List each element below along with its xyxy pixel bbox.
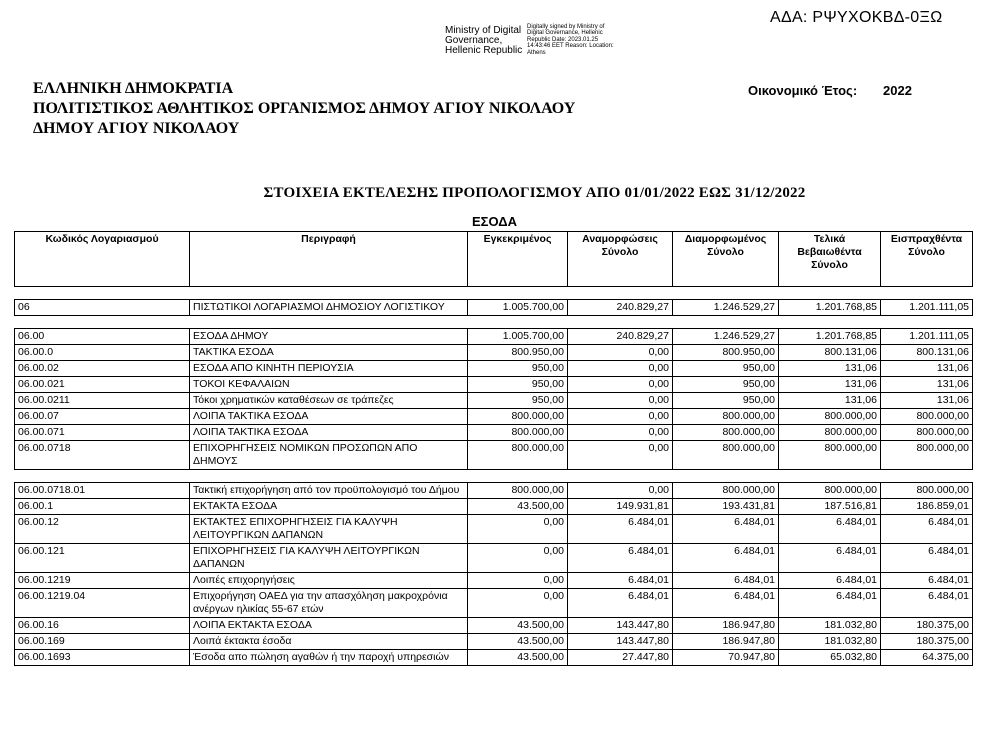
cell-formed: 950,00 [673, 393, 779, 409]
col-header-code: Κωδικός Λογαριασμού [15, 232, 190, 287]
cell-formed: 186.947,80 [673, 634, 779, 650]
cell-revisions: 6.484,01 [568, 515, 673, 544]
col-header-revisions: Αναμορφώσεις Σύνολο [568, 232, 673, 287]
cell-certified: 187.516,81 [779, 499, 881, 515]
cell-description: Έσοδα απο πώληση αγαθών ή την παροχή υπηρεσιών [190, 650, 468, 666]
table-header-row [15, 232, 973, 287]
cell-code: 06.00.1219 [15, 573, 190, 589]
col-header-certified: Τελικά Βεβαιωθέντα Σύνολο [779, 232, 881, 287]
col-header-approved: Εγκεκριμένος [468, 232, 568, 287]
cell-approved: 1.005.700,00 [468, 300, 568, 316]
cell-formed: 950,00 [673, 377, 779, 393]
cell-approved: 800.000,00 [468, 409, 568, 425]
spacer-cell [15, 470, 190, 483]
cell-description: Τόκοι χρηματικών καταθέσεων σε τράπεζες [190, 393, 468, 409]
col-header-formed: Διαμορφωμένος Σύνολο [673, 232, 779, 287]
table-row [15, 650, 973, 666]
cell-collected: 1.201.111,05 [881, 300, 973, 316]
cell-approved: 43.500,00 [468, 499, 568, 515]
cell-approved: 950,00 [468, 377, 568, 393]
cell-collected: 186.859,01 [881, 499, 973, 515]
table-row [15, 515, 973, 544]
budget-table [14, 231, 973, 666]
cell-description: Τακτική επιχορήγηση από τον προϋπολογισμό του Δήμου [190, 483, 468, 499]
table-row [15, 589, 973, 618]
spacer-cell [190, 470, 468, 483]
cell-description: ΕΣΟΔΑ ΑΠΟ ΚΙΝΗΤΗ ΠΕΡΙΟΥΣΙΑ [190, 361, 468, 377]
cell-collected: 6.484,01 [881, 515, 973, 544]
fiscal-year-label: Οικονομικό Έτος: [748, 83, 858, 98]
cell-formed: 1.246.529,27 [673, 329, 779, 345]
spacer-cell [779, 316, 881, 329]
cell-revisions: 0,00 [568, 409, 673, 425]
table-row [15, 573, 973, 589]
cell-revisions: 240.829,27 [568, 329, 673, 345]
table-row [15, 483, 973, 499]
cell-revisions: 143.447,80 [568, 634, 673, 650]
cell-revisions: 143.447,80 [568, 618, 673, 634]
col-header-description: Περιγραφή [190, 232, 468, 287]
cell-code: 06.00.02 [15, 361, 190, 377]
cell-code: 06.00.07 [15, 409, 190, 425]
cell-description: Λοιπές επιχορηγήσεις [190, 573, 468, 589]
cell-formed: 70.947,80 [673, 650, 779, 666]
cell-collected: 1.201.111,05 [881, 329, 973, 345]
signature-details: Digitally signed by Ministry of Digital Governance, Hellenic Republic Date: 2023.01.25 14:43:46 EET Reason: Location: Athens [527, 24, 614, 56]
cell-formed: 193.431,81 [673, 499, 779, 515]
table-body [15, 287, 973, 666]
cell-revisions: 0,00 [568, 393, 673, 409]
cell-approved: 43.500,00 [468, 618, 568, 634]
cell-approved: 0,00 [468, 573, 568, 589]
cell-revisions: 6.484,01 [568, 589, 673, 618]
spacer-cell [190, 287, 468, 300]
cell-collected: 180.375,00 [881, 634, 973, 650]
cell-certified: 131,06 [779, 377, 881, 393]
cell-approved: 43.500,00 [468, 650, 568, 666]
cell-formed: 1.246.529,27 [673, 300, 779, 316]
spacer-cell [190, 316, 468, 329]
table-row [15, 329, 973, 345]
cell-approved: 950,00 [468, 361, 568, 377]
cell-certified: 181.032,80 [779, 634, 881, 650]
cell-revisions: 0,00 [568, 425, 673, 441]
spacer-cell [673, 470, 779, 483]
cell-approved: 1.005.700,00 [468, 329, 568, 345]
spacer-cell [779, 287, 881, 300]
header-republic: ΕΛΛΗΝΙΚΗ ΔΗΜΟΚΡΑΤΙΑ [33, 80, 234, 97]
table-row [15, 393, 973, 409]
table-row [15, 377, 973, 393]
cell-collected: 800.000,00 [881, 409, 973, 425]
cell-approved: 0,00 [468, 515, 568, 544]
table-row [15, 441, 973, 470]
cell-approved: 43.500,00 [468, 634, 568, 650]
cell-approved: 800.000,00 [468, 441, 568, 470]
cell-code: 06.00.0718.01 [15, 483, 190, 499]
table-row [15, 300, 973, 316]
spacer-cell [881, 470, 973, 483]
cell-code: 06.00 [15, 329, 190, 345]
cell-certified: 800.000,00 [779, 409, 881, 425]
cell-code: 06.00.12 [15, 515, 190, 544]
table-row [15, 361, 973, 377]
table-row [15, 544, 973, 573]
col-header-collected: Εισπραχθέντα Σύνολο [881, 232, 973, 287]
cell-formed: 6.484,01 [673, 573, 779, 589]
cell-code: 06.00.169 [15, 634, 190, 650]
cell-approved: 0,00 [468, 544, 568, 573]
row-spacer [15, 287, 973, 300]
cell-approved: 800.000,00 [468, 425, 568, 441]
cell-certified: 6.484,01 [779, 544, 881, 573]
cell-collected: 131,06 [881, 377, 973, 393]
fiscal-year-value: 2022 [883, 83, 912, 98]
cell-collected: 131,06 [881, 393, 973, 409]
cell-code: 06 [15, 300, 190, 316]
cell-collected: 131,06 [881, 361, 973, 377]
spacer-cell [468, 470, 568, 483]
cell-code: 06.00.071 [15, 425, 190, 441]
spacer-cell [673, 316, 779, 329]
cell-revisions: 0,00 [568, 345, 673, 361]
cell-certified: 6.484,01 [779, 589, 881, 618]
cell-formed: 186.947,80 [673, 618, 779, 634]
cell-revisions: 0,00 [568, 483, 673, 499]
cell-certified: 1.201.768,85 [779, 300, 881, 316]
cell-certified: 800.131,06 [779, 345, 881, 361]
cell-certified: 131,06 [779, 361, 881, 377]
spacer-cell [673, 287, 779, 300]
table-row [15, 618, 973, 634]
cell-description: Λοιπά έκτακτα έσοδα [190, 634, 468, 650]
cell-revisions: 6.484,01 [568, 544, 673, 573]
cell-collected: 64.375,00 [881, 650, 973, 666]
cell-certified: 65.032,80 [779, 650, 881, 666]
cell-formed: 800.000,00 [673, 425, 779, 441]
header-municipality: ΔΗΜΟΥ ΑΓΙΟΥ ΝΙΚΟΛΑΟΥ [33, 120, 240, 137]
cell-collected: 800.000,00 [881, 483, 973, 499]
cell-revisions: 6.484,01 [568, 573, 673, 589]
cell-formed: 800.000,00 [673, 441, 779, 470]
cell-code: 06.00.121 [15, 544, 190, 573]
cell-formed: 6.484,01 [673, 515, 779, 544]
cell-approved: 950,00 [468, 393, 568, 409]
cell-collected: 800.000,00 [881, 441, 973, 470]
cell-formed: 800.000,00 [673, 483, 779, 499]
section-title: ΕΣΟΔΑ [472, 214, 517, 229]
document-title: ΣΤΟΙΧΕΙΑ ΕΚΤΕΛΕΣΗΣ ΠΡΟΠΟΛΟΓΙΣΜΟΥ ΑΠΟ 01/01/2022 ΕΩΣ 31/12/2022 [263, 185, 806, 201]
spacer-cell [881, 316, 973, 329]
table-row [15, 425, 973, 441]
cell-collected: 6.484,01 [881, 544, 973, 573]
cell-revisions: 149.931,81 [568, 499, 673, 515]
cell-description: ΛΟΙΠΑ ΤΑΚΤΙΚΑ ΕΣΟΔΑ [190, 409, 468, 425]
cell-code: 06.00.0718 [15, 441, 190, 470]
table-row [15, 634, 973, 650]
table-row [15, 345, 973, 361]
cell-certified: 800.000,00 [779, 483, 881, 499]
spacer-cell [568, 470, 673, 483]
spacer-cell [468, 316, 568, 329]
cell-approved: 800.000,00 [468, 483, 568, 499]
cell-description: ΤΟΚΟΙ ΚΕΦΑΛΑΙΩΝ [190, 377, 468, 393]
cell-collected: 180.375,00 [881, 618, 973, 634]
cell-formed: 950,00 [673, 361, 779, 377]
ada-code: ΑΔΑ: ΡΨΥΧΟΚΒΔ-0ΞΩ [770, 9, 943, 26]
table-row [15, 409, 973, 425]
spacer-cell [881, 287, 973, 300]
cell-formed: 6.484,01 [673, 544, 779, 573]
cell-approved: 800.950,00 [468, 345, 568, 361]
cell-approved: 0,00 [468, 589, 568, 618]
cell-description: ΛΟΙΠΑ ΤΑΚΤΙΚΑ ΕΣΟΔΑ [190, 425, 468, 441]
spacer-cell [15, 287, 190, 300]
spacer-cell [779, 470, 881, 483]
cell-description: ΕΠΙΧΟΡΗΓΗΣΕΙΣ ΝΟΜΙΚΩΝ ΠΡΟΣΩΠΩΝ ΑΠΟ ΔΗΜΟΥΣ [190, 441, 468, 470]
cell-code: 06.00.021 [15, 377, 190, 393]
cell-description: ΕΚΤΑΚΤΑ ΕΣΟΔΑ [190, 499, 468, 515]
cell-revisions: 0,00 [568, 377, 673, 393]
signature-org: Ministry of Digital Governance, Hellenic Republic [445, 25, 523, 56]
cell-code: 06.00.16 [15, 618, 190, 634]
cell-collected: 6.484,01 [881, 573, 973, 589]
cell-formed: 800.950,00 [673, 345, 779, 361]
cell-description: ΕΣΟΔΑ ΔΗΜΟΥ [190, 329, 468, 345]
cell-description: ΕΚΤΑΚΤΕΣ ΕΠΙΧΟΡΗΓΗΣΕΙΣ ΓΙΑ ΚΑΛΥΨΗ ΛΕΙΤΟΥΡΓΙΚΩΝ ΔΑΠΑΝΩΝ [190, 515, 468, 544]
spacer-cell [15, 316, 190, 329]
row-spacer [15, 470, 973, 483]
cell-certified: 131,06 [779, 393, 881, 409]
cell-certified: 800.000,00 [779, 441, 881, 470]
cell-certified: 6.484,01 [779, 573, 881, 589]
header-organization: ΠΟΛΙΤΙΣΤΙΚΟΣ ΑΘΛΗΤΙΚΟΣ ΟΡΓΑΝΙΣΜΟΣ ΔΗΜΟΥ ΑΓΙΟΥ ΝΙΚΟΛΑΟΥ [33, 100, 576, 117]
cell-revisions: 27.447,80 [568, 650, 673, 666]
cell-code: 06.00.1693 [15, 650, 190, 666]
cell-collected: 6.484,01 [881, 589, 973, 618]
cell-description: ΕΠΙΧΟΡΗΓΗΣΕΙΣ ΓΙΑ ΚΑΛΥΨΗ ΛΕΙΤΟΥΡΓΙΚΩΝ ΔΑΠΑΝΩΝ [190, 544, 468, 573]
cell-description: ΛΟΙΠΑ ΕΚΤΑΚΤΑ ΕΣΟΔΑ [190, 618, 468, 634]
spacer-cell [468, 287, 568, 300]
spacer-cell [568, 287, 673, 300]
row-spacer [15, 316, 973, 329]
cell-description: Επιχορήγηση ΟΑΕΔ για την απασχόληση μακροχρόνια ανέργων ηλικίας 55-67 ετών [190, 589, 468, 618]
table-row [15, 499, 973, 515]
cell-description: ΤΑΚΤΙΚΑ ΕΣΟΔΑ [190, 345, 468, 361]
cell-revisions: 240.829,27 [568, 300, 673, 316]
cell-code: 06.00.0211 [15, 393, 190, 409]
cell-code: 06.00.0 [15, 345, 190, 361]
cell-formed: 6.484,01 [673, 589, 779, 618]
cell-collected: 800.000,00 [881, 425, 973, 441]
cell-revisions: 0,00 [568, 361, 673, 377]
spacer-cell [568, 316, 673, 329]
cell-certified: 6.484,01 [779, 515, 881, 544]
cell-formed: 800.000,00 [673, 409, 779, 425]
cell-certified: 1.201.768,85 [779, 329, 881, 345]
cell-code: 06.00.1 [15, 499, 190, 515]
cell-certified: 181.032,80 [779, 618, 881, 634]
cell-description: ΠΙΣΤΩΤΙΚΟΙ ΛΟΓΑΡΙΑΣΜΟΙ ΔΗΜΟΣΙΟΥ ΛΟΓΙΣΤΙΚΟΥ [190, 300, 468, 316]
cell-code: 06.00.1219.04 [15, 589, 190, 618]
cell-collected: 800.131,06 [881, 345, 973, 361]
cell-certified: 800.000,00 [779, 425, 881, 441]
cell-revisions: 0,00 [568, 441, 673, 470]
